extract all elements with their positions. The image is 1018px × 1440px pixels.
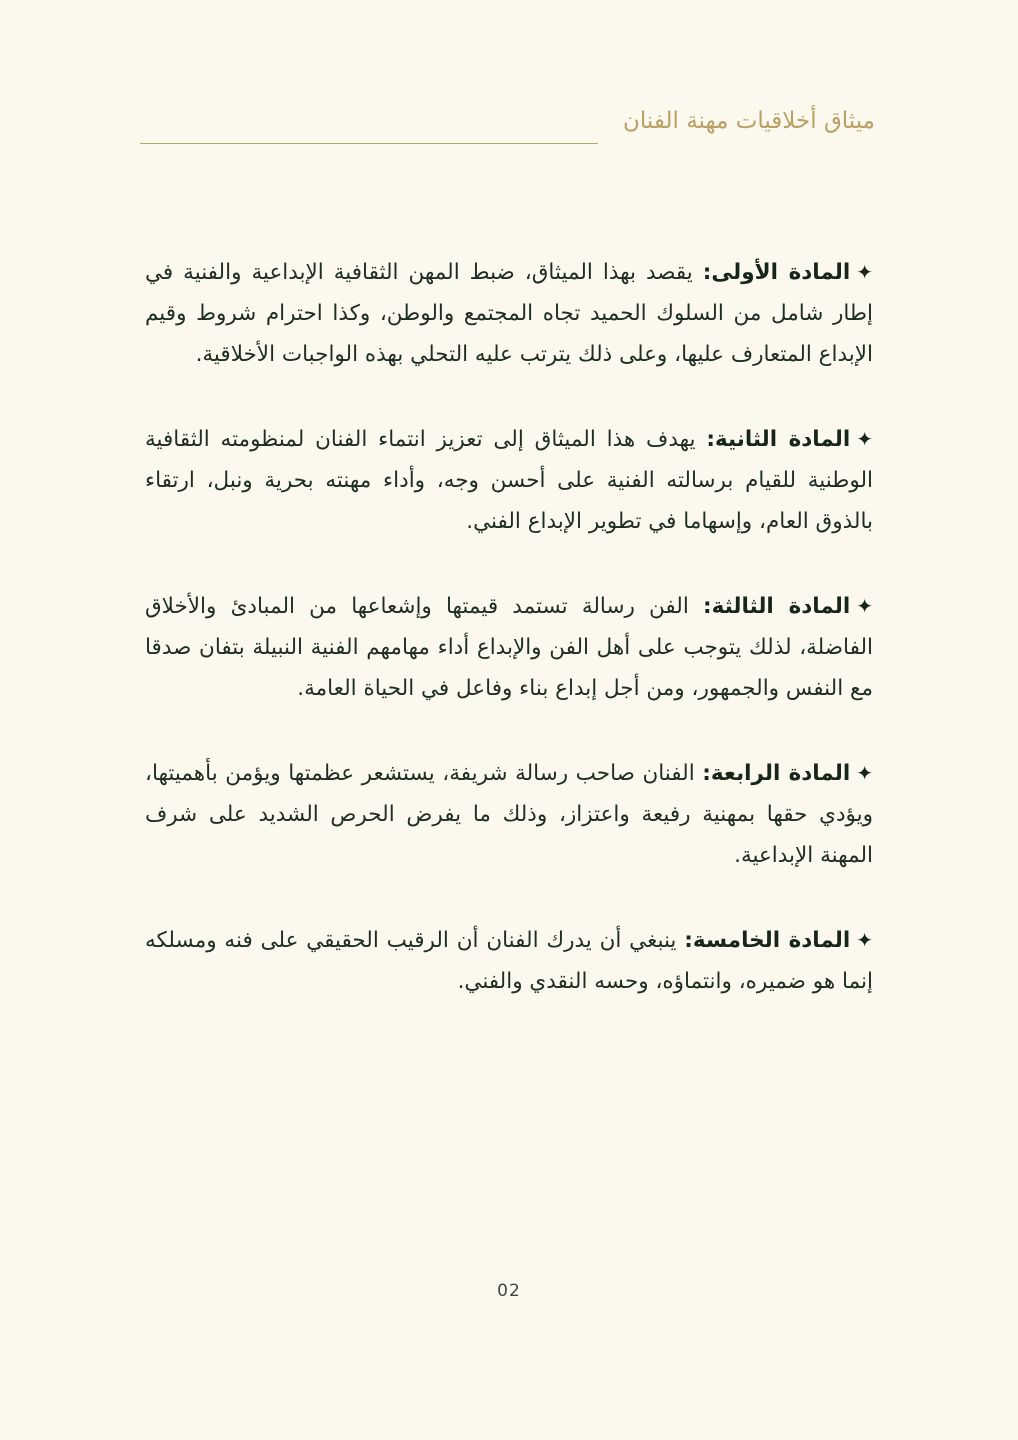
star-bullet-icon: ✦ [856, 928, 874, 952]
header-title: ميثاق أخلاقيات مهنة الفنان [623, 108, 875, 134]
article-text: ينبغي أن يدرك الفنان أن الرقيب الحقيقي على فنه ومسلكه إنما هو ضميره، وانتماؤه، وحسه النقدي والفني. [145, 928, 873, 994]
article-3 [145, 586, 873, 709]
star-bullet-icon: ✦ [856, 761, 873, 785]
article-text: يقصد بهذا الميثاق، ضبط المهن الثقافية الإبداعية والفنية في إطار شامل من السلوك الحميد تجاه المجتمع والوطن، وكذا احترام شروط وقيم الإبداع المتعارف عليها، وعلى ذلك يترتب عليه التحلي بهذه الواجبات الأخلاقية. [145, 260, 873, 367]
page-header [140, 100, 875, 160]
articles-section [145, 252, 873, 1046]
article-2 [145, 419, 873, 542]
star-bullet-icon: ✦ [856, 427, 873, 451]
article-title: المادة الأولى: [702, 260, 851, 285]
article-1 [145, 252, 873, 375]
article-text: الفن رسالة تستمد قيمتها وإشعاعها من المبادئ والأخلاق الفاضلة، لذلك يتوجب على أهل الفن والإبداع أداء مهامهم الفنية النبيلة بتفان صدقا مع النفس والجمهور، ومن أجل إبداع بناء وفاعل في الحياة العامة. [145, 594, 873, 701]
page-number: 02 [497, 1281, 521, 1301]
article-4 [145, 753, 873, 876]
article-text: الفنان صاحب رسالة شريفة، يستشعر عظمتها ويؤمن بأهميتها، ويؤدي حقها بمهنية رفيعة واعتزاز، وذلك ما يفرض الحرص الشديد على شرف المهنة الإبداعية. [145, 761, 873, 868]
star-bullet-icon: ✦ [856, 594, 874, 618]
header-divider [140, 143, 598, 144]
article-5 [145, 920, 873, 1002]
article-title: المادة الرابعة: [702, 761, 851, 786]
article-title: المادة الثالثة: [702, 594, 851, 619]
star-bullet-icon: ✦ [856, 260, 873, 284]
article-title: المادة الخامسة: [684, 928, 851, 953]
article-title: المادة الثانية: [706, 427, 851, 452]
article-text: يهدف هذا الميثاق إلى تعزيز انتماء الفنان لمنظومته الثقافية الوطنية للقيام برسالته الفنية على أحسن وجه، وأداء مهنته بحرية ونبل، ارتقاء بالذوق العام، وإسهاما في تطوير الإبداع الفني. [145, 427, 873, 534]
